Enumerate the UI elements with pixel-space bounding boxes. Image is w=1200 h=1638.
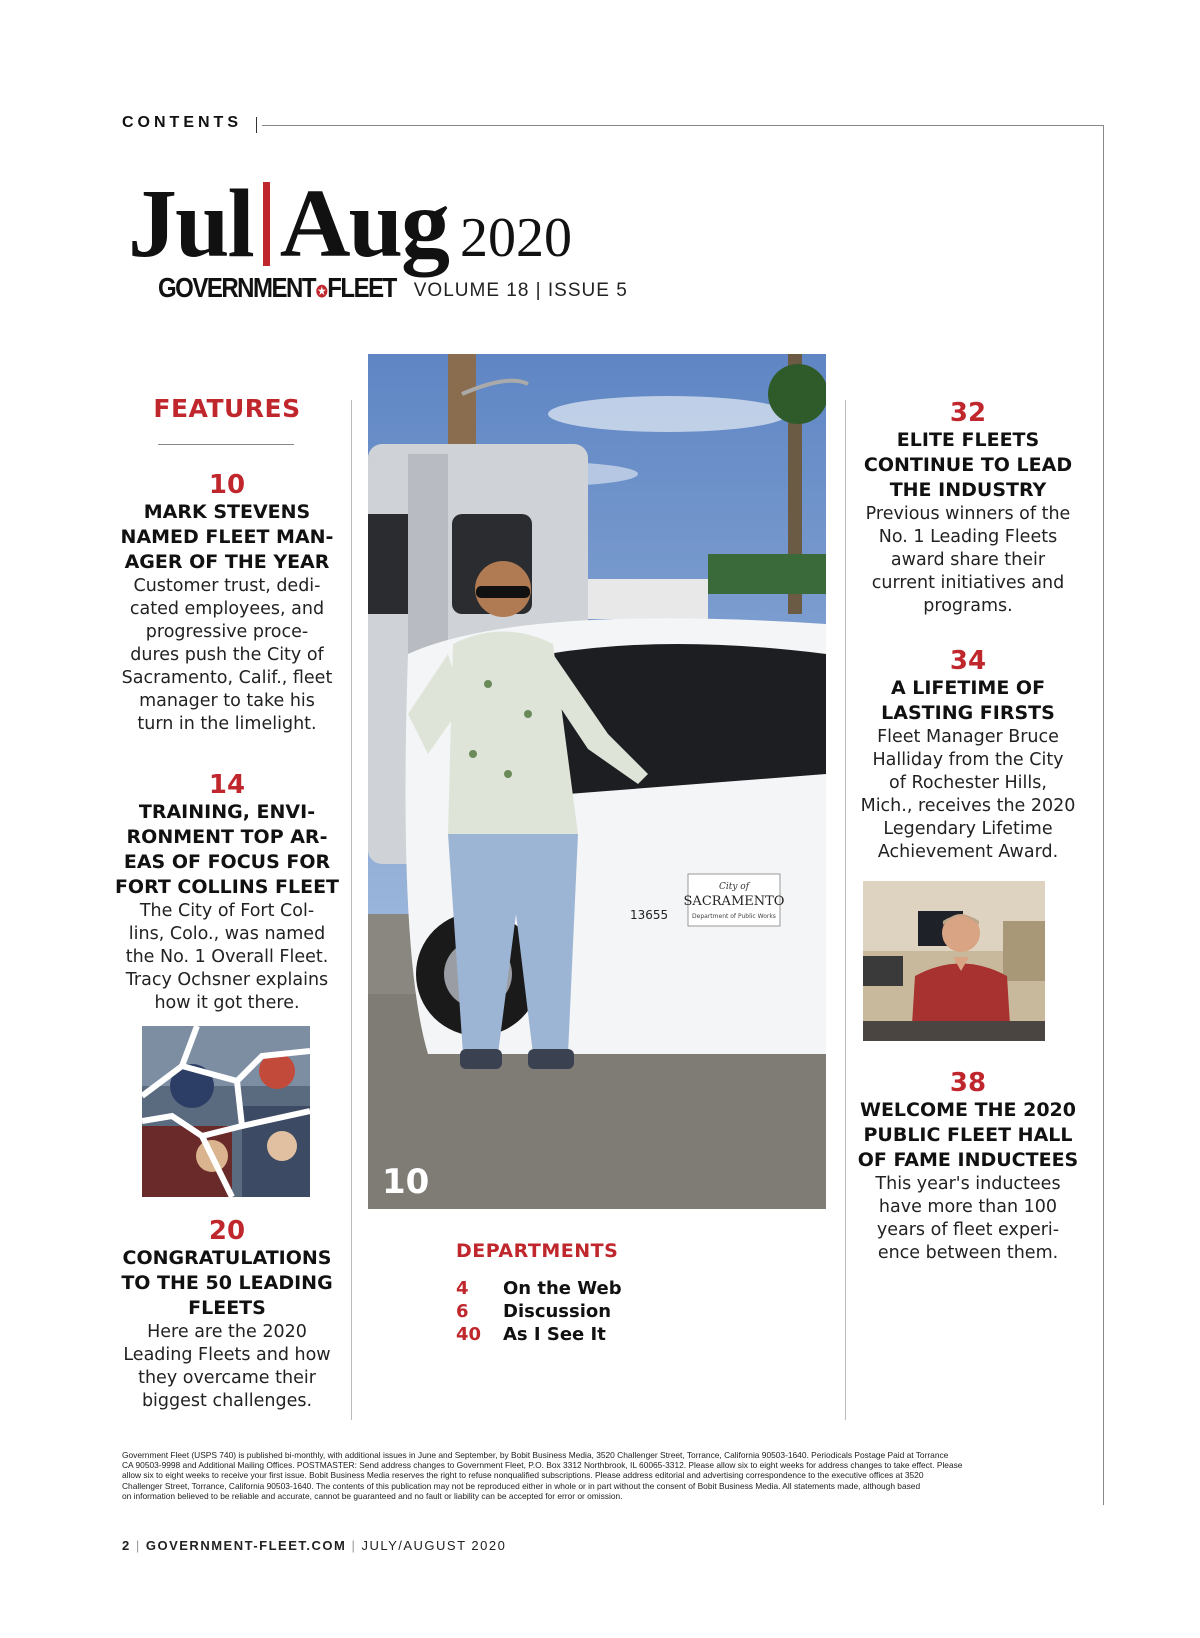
article-description: This year's inductees have more than 100 years of fleet experi- ence between them. xyxy=(875,1174,1061,1263)
divider xyxy=(256,117,257,133)
brand-right: FLEET xyxy=(327,272,396,304)
article-title: TRAINING, ENVI- RONMENT TOP AR- EAS OF FOCUS FOR FORT COLLINS FLEET xyxy=(114,801,340,898)
department-page: 4 xyxy=(456,1278,469,1299)
article-description: The City of Fort Col- lins, Colo., was named the No. 1 Overall Fleet. Tracy Ochsner explains how it got there. xyxy=(125,901,329,1013)
publication-notice: Government Fleet (USPS 740) is published bi-monthly, with additional issues in June and September, by Bobit Business Media, 3520 Challenger Street, Torrance, California 90503-1640. Periodicals Postage Paid at Torrance CA 90503-9998 and Additional Mailing Offices. POSTMASTER: Send address changes to Government Fleet, P.O. Box 3312 Northbrook, IL 60065-3312. Please allow six to eight weeks for address changes to take effect. Please allow six to eight weeks to receive your first issue. Bobit Business Media reserves the right to refuse nonqualified subscriptions. Please address editorial and advertising correspondence to the executive offices at 3520 Challenger Street, Torrance, California 90503-1640. The contents of this publication may not be reproduced either in whole or in part without the consent of Bobit Business Media. All statements made, although based on information believed to be reliable and accurate, cannot be guaranteed and no fault or liability can be accepted for error or omission. xyxy=(122,1450,963,1501)
column-separator-right xyxy=(845,400,846,1420)
department-label: Discussion xyxy=(503,1301,612,1322)
feature-article[interactable] xyxy=(112,770,342,1015)
features-heading: FEATURES xyxy=(153,394,301,423)
article-title: A LIFETIME OF LASTING FIRSTS xyxy=(881,677,1055,724)
department-label: As I See It xyxy=(503,1324,606,1345)
feature-article[interactable] xyxy=(112,1216,342,1413)
article-description: Here are the 2020 Leading Fleets and how they overcame their biggest challenges. xyxy=(123,1322,331,1411)
title-divider xyxy=(263,182,270,266)
article-page-number: 38 xyxy=(949,1068,987,1098)
title-month-1: Jul xyxy=(128,170,253,278)
article-page-number: 10 xyxy=(208,470,246,500)
door-name-text: SACRAMENTO xyxy=(683,894,785,909)
unit-number-text: 13655 xyxy=(630,908,669,922)
features-rule xyxy=(158,444,294,445)
feature-article[interactable] xyxy=(856,646,1080,864)
door-city-text: City of xyxy=(718,882,750,892)
departments-heading: DEPARTMENTS xyxy=(456,1240,619,1262)
mechanics-collage-image[interactable] xyxy=(142,1026,310,1197)
award-winner-photo[interactable] xyxy=(863,881,1045,1041)
article-description: Customer trust, dedi- cated employees, and progressive proce- dures push the City of Sacramento, Calif., fleet manager to take his turn in the limelight. xyxy=(121,576,333,734)
footer-page-number: 2 xyxy=(122,1538,131,1553)
footer-site[interactable]: GOVERNMENT-FLEET.COM xyxy=(145,1538,347,1553)
right-rule xyxy=(1103,125,1104,1505)
cover-story-photo[interactable] xyxy=(368,354,826,1209)
article-title: CONGRATULATIONS TO THE 50 LEADING FLEETS xyxy=(121,1247,333,1319)
page-footer: 2 | GOVERNMENT-FLEET.COM | JULY/AUGUST 2020 xyxy=(122,1538,507,1553)
feature-article[interactable] xyxy=(856,398,1080,618)
title-year: 2020 xyxy=(460,207,573,269)
column-separator-left xyxy=(351,400,352,1420)
star-icon: ✪ xyxy=(316,282,327,301)
masthead xyxy=(158,272,628,304)
department-item[interactable] xyxy=(456,1324,606,1345)
department-label: On the Web xyxy=(503,1278,622,1299)
section-label: CONTENTS xyxy=(122,114,242,131)
department-page: 40 xyxy=(456,1324,482,1345)
features-heading-wrap xyxy=(118,394,336,423)
brand-left: GOVERNMENT xyxy=(158,272,316,304)
article-page-number: 34 xyxy=(949,646,987,676)
issue-title xyxy=(128,170,573,278)
title-month-2: Aug xyxy=(279,170,449,278)
article-title: WELCOME THE 2020 PUBLIC FLEET HALL OF FAME INDUCTEES xyxy=(857,1099,1079,1171)
department-item[interactable] xyxy=(456,1301,611,1322)
volume-issue: VOLUME 18 | ISSUE 5 xyxy=(413,280,628,301)
article-title: ELITE FLEETS CONTINUE TO LEAD THE INDUSTRY xyxy=(863,429,1073,501)
article-page-number: 14 xyxy=(208,770,246,800)
footer-issue: JULY/AUGUST 2020 xyxy=(361,1538,507,1553)
photo-page-number: 10 xyxy=(382,1162,430,1202)
feature-article[interactable] xyxy=(112,470,342,736)
door-dept-text: Department of Public Works xyxy=(692,913,776,920)
top-rule xyxy=(262,125,1104,126)
feature-article[interactable] xyxy=(856,1068,1080,1265)
department-page: 6 xyxy=(456,1301,469,1322)
article-page-number: 20 xyxy=(208,1216,246,1246)
department-item[interactable] xyxy=(456,1278,622,1299)
article-page-number: 32 xyxy=(949,398,987,428)
article-description: Fleet Manager Bruce Halliday from the City of Rochester Hills, Mich., receives the 2020 Legendary Lifetime Achievement Award. xyxy=(860,727,1076,862)
brand-logo xyxy=(158,273,396,305)
article-title: MARK STEVENS NAMED FLEET MAN- AGER OF THE YEAR xyxy=(120,501,334,573)
article-description: Previous winners of the No. 1 Leading Fleets award share their current initiatives and programs. xyxy=(865,504,1071,616)
